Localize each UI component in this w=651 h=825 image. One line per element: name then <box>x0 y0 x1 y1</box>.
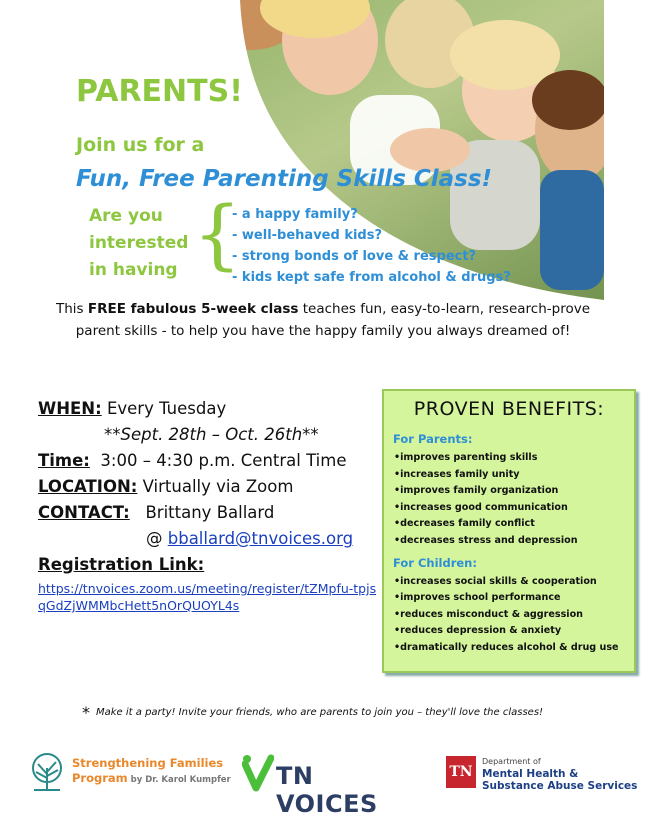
sfp-logo <box>26 752 236 792</box>
when-row <box>38 396 378 422</box>
benefit-item: • decreases stress and depression <box>394 533 634 550</box>
benefit-item: • decreases family conflict <box>394 516 634 533</box>
interest-item: - kids kept safe from alcohol & drugs? <box>232 270 511 285</box>
asterisk: * <box>82 703 90 722</box>
headline: PARENTS! <box>76 74 243 109</box>
class-title: Fun, Free Parenting Skills Class! <box>76 166 493 192</box>
benefit-item: • improves family organization <box>394 483 634 500</box>
benefits-box <box>382 389 636 673</box>
location-row <box>38 474 378 500</box>
tn-voices-check-icon <box>242 754 274 794</box>
sfp-name <box>72 756 231 788</box>
curly-brace-icon: { <box>193 189 242 278</box>
sfp-line2: Program <box>72 771 128 785</box>
contact-email-link[interactable]: bballard@tnvoices.org <box>167 529 354 548</box>
dates: **Sept. 28th – Oct. 26th** <box>104 425 319 444</box>
contact-email-row <box>38 526 378 552</box>
parents-benefits-list <box>394 450 634 550</box>
children-heading: For Children: <box>393 555 477 570</box>
interest-item: - strong bonds of love & respect? <box>232 249 477 264</box>
join-text: Join us for a <box>76 134 205 156</box>
tree-icon <box>26 752 68 792</box>
when-value: Every Tuesday <box>101 399 227 418</box>
benefits-title: PROVEN BENEFITS: <box>413 398 605 420</box>
interest-item: - well-behaved kids? <box>232 228 383 243</box>
benefit-item: • increases social skills & cooperation <box>394 574 634 591</box>
benefit-item: • reduces depression & anxiety <box>394 623 634 640</box>
location-label: LOCATION: <box>38 477 138 496</box>
party-note <box>82 703 543 722</box>
benefit-item: • improves parenting skills <box>394 450 634 467</box>
benefit-item: • increases good communication <box>394 500 634 517</box>
party-text: Make it a party! Invite your friends, who are parents to join you – they'll love the classes! <box>96 707 544 718</box>
parents-heading: For Parents: <box>393 432 473 446</box>
intro-prefix: This <box>56 301 88 317</box>
tn-box-icon: TN <box>446 756 476 788</box>
interest-line: in having <box>89 260 178 280</box>
sfp-by: by Dr. Karol Kumpfer <box>127 775 231 785</box>
contact-label: CONTACT: <box>38 503 130 522</box>
tn-voices-text: TN VOICES <box>276 762 378 818</box>
interest-item: - a happy family? <box>232 207 358 222</box>
tn-voices-logo <box>242 754 412 818</box>
intro-line1: teaches fun, easy-to-learn, research-prove <box>298 301 590 317</box>
interest-prompt <box>89 203 188 284</box>
sfp-line1: Strengthening Families <box>72 756 224 770</box>
registration-link[interactable]: https://tnvoices.zoom.us/meeting/register/tZMpfu-tpjsqGdZjWMMbcHett5nOrQUOYL4s <box>38 581 377 613</box>
dept-logo <box>446 752 641 796</box>
interest-list <box>232 204 511 288</box>
dept-name <box>482 756 637 792</box>
location-value: Virtually via Zoom <box>137 477 294 496</box>
contact-at: @ <box>146 529 168 548</box>
children-benefits-list <box>394 574 634 657</box>
time-label: Time: <box>38 451 90 470</box>
time-value: 3:00 – 4:30 p.m. Central Time <box>89 451 347 470</box>
time-row <box>38 448 378 474</box>
intro-line2: parent skills - to help you have the happy family you always dreamed of! <box>75 323 571 339</box>
dept-small: Department of <box>482 757 541 766</box>
when-label: WHEN: <box>38 399 102 418</box>
intro-bold: FREE fabulous 5-week class <box>87 301 299 317</box>
registration-label: Registration Link: <box>38 555 205 574</box>
benefit-item: • increases family unity <box>394 467 634 484</box>
contact-row <box>38 500 378 526</box>
dept-line1: Mental Health & <box>482 768 579 780</box>
benefit-item: • improves school performance <box>394 590 634 607</box>
contact-value: Brittany Ballard <box>129 503 275 522</box>
event-details <box>38 396 378 614</box>
interest-line: Are you <box>89 206 163 226</box>
benefit-item: • dramatically reduces alcohol & drug use <box>394 640 634 657</box>
interest-line: interested <box>89 233 189 253</box>
intro-paragraph <box>38 298 608 342</box>
benefit-item: • reduces misconduct & aggression <box>394 607 634 624</box>
dept-line2: Substance Abuse Services <box>482 780 638 792</box>
